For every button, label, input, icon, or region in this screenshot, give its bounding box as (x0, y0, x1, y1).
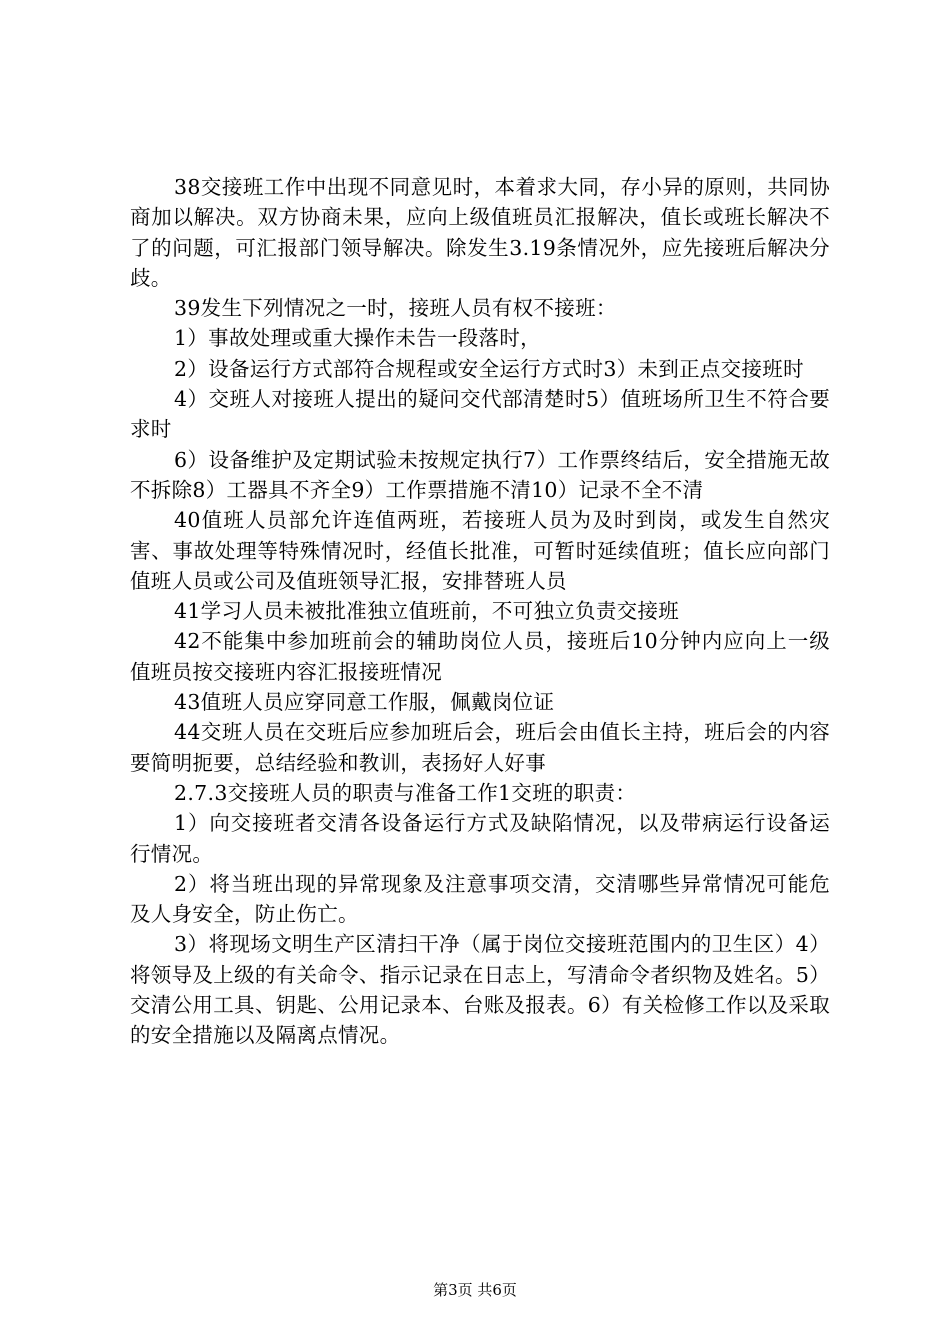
paragraph-40: 40值班人员部允许连值两班，若接班人员为及时到岗，或发生自然灾害、事故处理等特殊情况时，经值长批准，可暂时延续值班；值长应向部门值班人员或公司及值班领导汇报，安排替班人员 (130, 508, 830, 593)
list-item-6-10: 6）设备维护及定期试验未按规定执行7）工作票终结后，安全措施无故不拆除8）工器具不齐全9）工作票措施不清10）记录不全不清 (130, 447, 830, 502)
section-heading-2-7-3: 2.7.3交接班人员的职责与准备工作1交班的职责： (174, 780, 637, 805)
duty-item-2: 2）将当班出现的异常现象及注意事项交清，交清哪些异常情况可能危及人身安全，防止伤亡。 (130, 871, 830, 927)
list-item-4-5: 4）交班人对接班人提出的疑问交代部清楚时5）值班场所卫生不符合要求时 (130, 387, 830, 442)
paragraph-42: 42不能集中参加班前会的辅助岗位人员，接班后10分钟内应向上一级值班员按交接班内容汇报接班情况 (130, 629, 830, 684)
list-item-2-3: 2）设备运行方式部符合规程或安全运行方式时3）未到正点交接班时 (174, 356, 804, 381)
paragraph-39: 39发生下列情况之一时，接班人员有权不接班： (174, 296, 617, 321)
duty-item-1: 1）向交接班者交清各设备运行方式及缺陷情况，以及带病运行设备运行情况。 (130, 811, 830, 866)
paragraph-41: 41学习人员未被批准独立值班前，不可独立负责交接班 (174, 599, 680, 624)
document-body (130, 172, 830, 1051)
paragraph-43: 43值班人员应穿同意工作服，佩戴岗位证 (174, 690, 555, 715)
paragraph-44: 44交班人员在交班后应参加班后会，班后会由值长主持，班后会的内容要简明扼要，总结经验和教训，表扬好人好事 (130, 720, 830, 775)
duty-item-3-6: 3）将现场文明生产区清扫干净（属于岗位交接班范围内的卫生区）4）将领导及上级的有关命令、指示记录在日志上，写清命令者织物及姓名。5）交清公用工具、钥匙、公用记录本、台账及报表。6）有关检修工作以及采取的安全措施以及隔离点情况。 (130, 932, 830, 1048)
paragraph-38: 38交接班工作中出现不同意见时，本着求大同，存小异的原则，共同协商加以解决。双方协商未果，应向上级值班员汇报解决，值长或班长解决不了的问题，可汇报部门领导解决。除发生3.19条情况外，应先接班后解决分歧。 (130, 175, 830, 290)
list-item-1: 1）事故处理或重大操作未告一段落时， (174, 326, 541, 351)
page-number-footer: 第3页 共6页 (433, 1281, 517, 1299)
